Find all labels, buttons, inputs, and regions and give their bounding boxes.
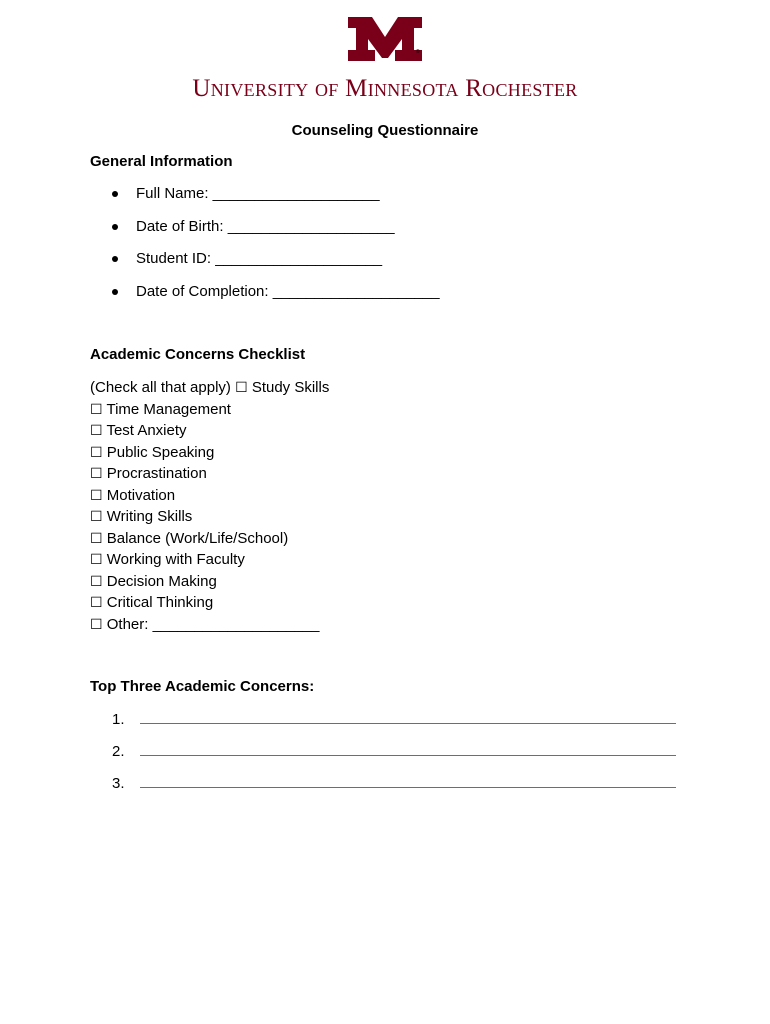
checkbox-icon: ☐ [90,444,103,461]
checkbox-procrastination[interactable] [90,463,329,485]
checkbox-icon: ☐ [90,509,103,525]
checkbox-writing-skills[interactable] [90,506,329,528]
field-label: Date of Completion: ____________________ [136,282,440,300]
top-three-list [112,710,677,806]
concern-entry-3[interactable] [112,774,677,806]
checkbox-icon: ☐ [90,401,103,418]
field-label: Full Name: ____________________ [136,185,380,202]
university-m-logo-icon [348,17,422,61]
general-info-heading: General Information [90,153,233,170]
answer-line[interactable] [140,723,676,724]
entry-number: 3. [112,775,125,792]
checkbox-working-with-faculty[interactable] [90,549,329,571]
concern-entry-1[interactable] [112,710,677,742]
checkbox-label: Writing Skills [106,508,193,525]
academic-concerns-heading: Academic Concerns Checklist [90,346,306,363]
checkbox-label: Motivation [106,486,176,504]
checkbox-icon: ☐ [90,423,103,439]
answer-line[interactable] [140,755,676,756]
checkbox-label: Time Management [106,400,231,418]
checkbox-decision-making[interactable] [90,571,329,593]
checkbox-label: Other: ____________________ [106,615,320,633]
checkbox-label: Procrastination [106,465,207,482]
checkbox-label: Public Speaking [106,443,215,461]
checklist-first-row [90,377,329,399]
bullet-icon [112,191,118,197]
checkbox-time-management[interactable] [90,399,329,421]
checklist-instruction: (Check all that apply) [90,379,231,396]
top-three-heading: Top Three Academic Concerns: [90,678,315,695]
checkbox-test-anxiety[interactable] [90,420,329,442]
academic-concerns-checklist [90,377,329,635]
bullet-icon [112,256,118,262]
checkbox-icon: ☐ [90,573,103,590]
field-label: Student ID: ____________________ [136,250,383,267]
concern-entry-2[interactable] [112,742,677,774]
checkbox-icon: ☐ [90,552,103,568]
checkbox-icon: ☐ [235,380,248,396]
checkbox-motivation[interactable] [90,485,329,507]
checkbox-label: Study Skills [251,379,330,396]
document-title: Counseling Questionnaire [291,122,479,139]
checkbox-study-skills[interactable] [235,379,329,396]
checkbox-label: Balance (Work/Life/School) [106,529,289,547]
checkbox-label: Critical Thinking [106,594,214,611]
bullet-icon [112,224,118,230]
university-wordmark: University of Minnesota Rochester [192,75,578,102]
checkbox-icon: ☐ [90,530,103,547]
entry-number: 1. [112,711,125,728]
answer-line[interactable] [140,787,676,788]
checkbox-public-speaking[interactable] [90,442,329,464]
checkbox-label: Decision Making [106,572,217,590]
checkbox-label: Test Anxiety [106,422,187,439]
checkbox-icon: ☐ [90,616,103,633]
field-label: Date of Birth: ____________________ [136,217,395,235]
registered-mark: ® [416,49,420,55]
checkbox-icon: ☐ [90,487,103,504]
bullet-icon [112,289,118,295]
checkbox-icon: ☐ [90,595,103,611]
checkbox-balance[interactable] [90,528,329,550]
checkbox-other[interactable] [90,614,329,636]
checkbox-critical-thinking[interactable] [90,592,329,614]
entry-number: 2. [112,743,125,760]
checkbox-icon: ☐ [90,466,103,482]
checkbox-label: Working with Faculty [106,551,245,568]
